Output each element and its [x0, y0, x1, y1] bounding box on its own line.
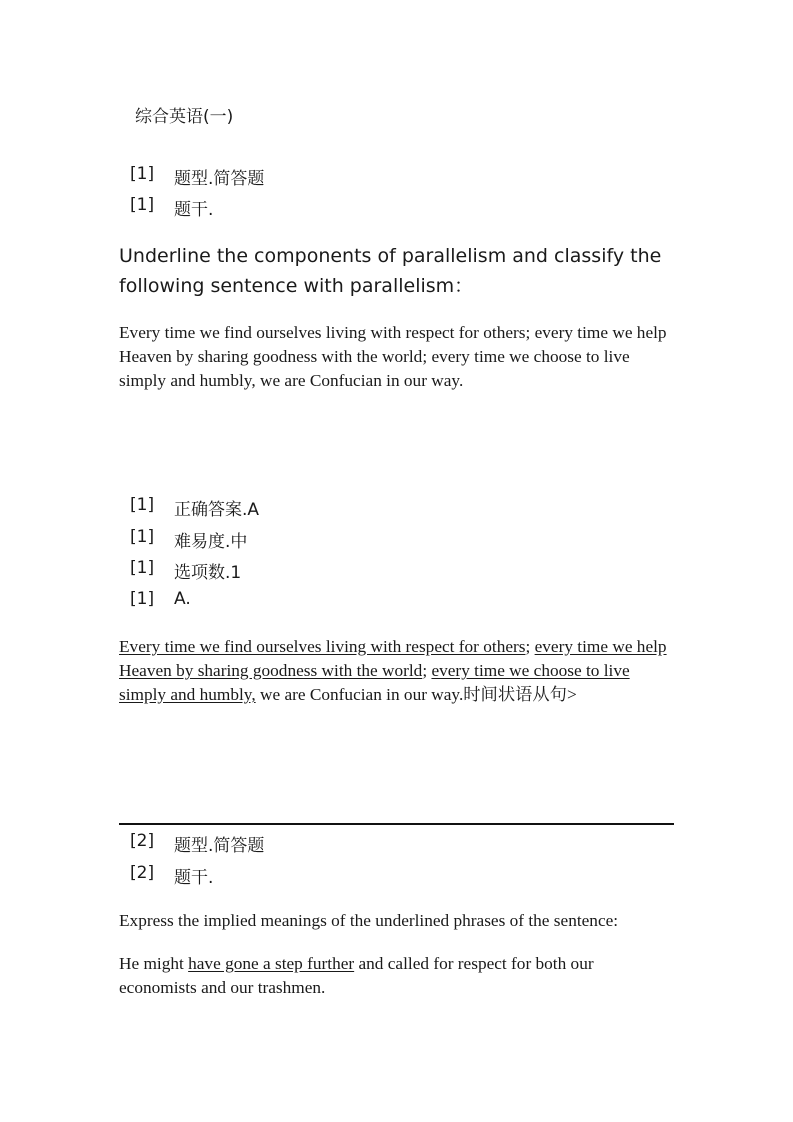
q2-type: [2] 题型.简答题 — [130, 831, 265, 856]
q1-option-a: [1] A. — [130, 589, 191, 609]
question-divider — [119, 823, 674, 825]
q1-sentence: Every time we find ourselves living with respect for others; every time we help Heaven by sharing goodness with the world; every time we choose to live simply and humbly, we are Confucian in our way. — [119, 323, 667, 390]
q2-sentence: He might have gone a step further and called for respect for both our economists and our trashmen. — [119, 954, 594, 997]
q1-stem-label: [1] 题干. — [130, 195, 214, 220]
q1-answer: [1] 正确答案.A — [130, 495, 260, 520]
q2-instruction: Express the implied meanings of the underlined phrases of the sentence: — [119, 911, 619, 930]
q1-difficulty: [1] 难易度.中 — [130, 527, 248, 552]
q1-heading: Underline the components of parallelism and classify the following sentence with parallelism： — [119, 245, 662, 297]
q1-type: [1] 题型.简答题 — [130, 164, 265, 189]
q2-stem-label: [2] 题干. — [130, 863, 214, 888]
document-title: 综合英语(一) — [135, 107, 234, 127]
q1-answer-text: Every time we find ourselves living with respect for others; every time we help Heaven by sharing goodness with the world; every time we choose to live simply and humbly, we are Confucian in our way.时间状语从句> — [119, 637, 667, 704]
q1-option-count: [1] 选项数.1 — [130, 558, 242, 583]
